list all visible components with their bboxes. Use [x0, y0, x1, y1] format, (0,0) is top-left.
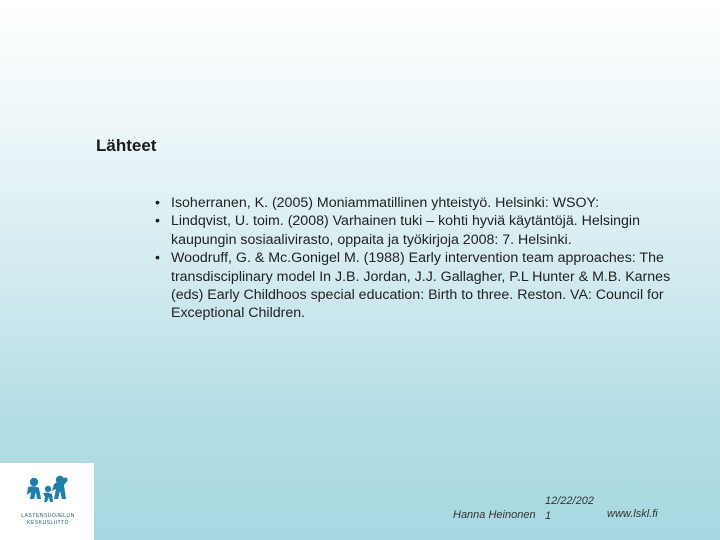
reference-item	[155, 212, 695, 249]
bullet-icon: •	[155, 195, 160, 211]
footer-date: 12/22/202 1	[545, 495, 594, 522]
reference-list	[155, 194, 695, 323]
footer-url: www.lskl.fi	[607, 508, 658, 520]
reference-item	[155, 249, 695, 323]
reference-item	[155, 194, 695, 212]
reference-text: Woodruff, G. & Mc.Gonigel M. (1988) Early intervention team approaches: The transdisciplinary model In J.B. Jordan, J.J. Gallagher, P.L Hunter & M.B. Karnes (eds) Early Childhoos special education: Birth to three. Reston. VA: Council for Exceptional Children.	[171, 250, 671, 322]
footer-author: Hanna Heinonen	[453, 509, 536, 521]
slide-title: Lähteet	[96, 136, 157, 155]
reference-text: Isoherranen, K. (2005) Moniammatillinen yhteistyö. Helsinki: WSOY:	[171, 195, 600, 211]
bullet-icon: •	[155, 250, 160, 267]
organization-logo	[0, 463, 94, 540]
family-figures-icon	[22, 475, 72, 513]
reference-text: Lindqvist, U. toim. (2008) Varhainen tuki – kohti hyviä käytäntöjä. Helsingin kaupungin sosiaalivirasto, oppaita ja työkirjoja 2008: 7. Helsinki.	[171, 213, 640, 248]
bullet-icon: •	[155, 213, 160, 230]
logo-wordmark: LASTENSUOJELUN KESKUSLIITTO	[21, 513, 75, 526]
